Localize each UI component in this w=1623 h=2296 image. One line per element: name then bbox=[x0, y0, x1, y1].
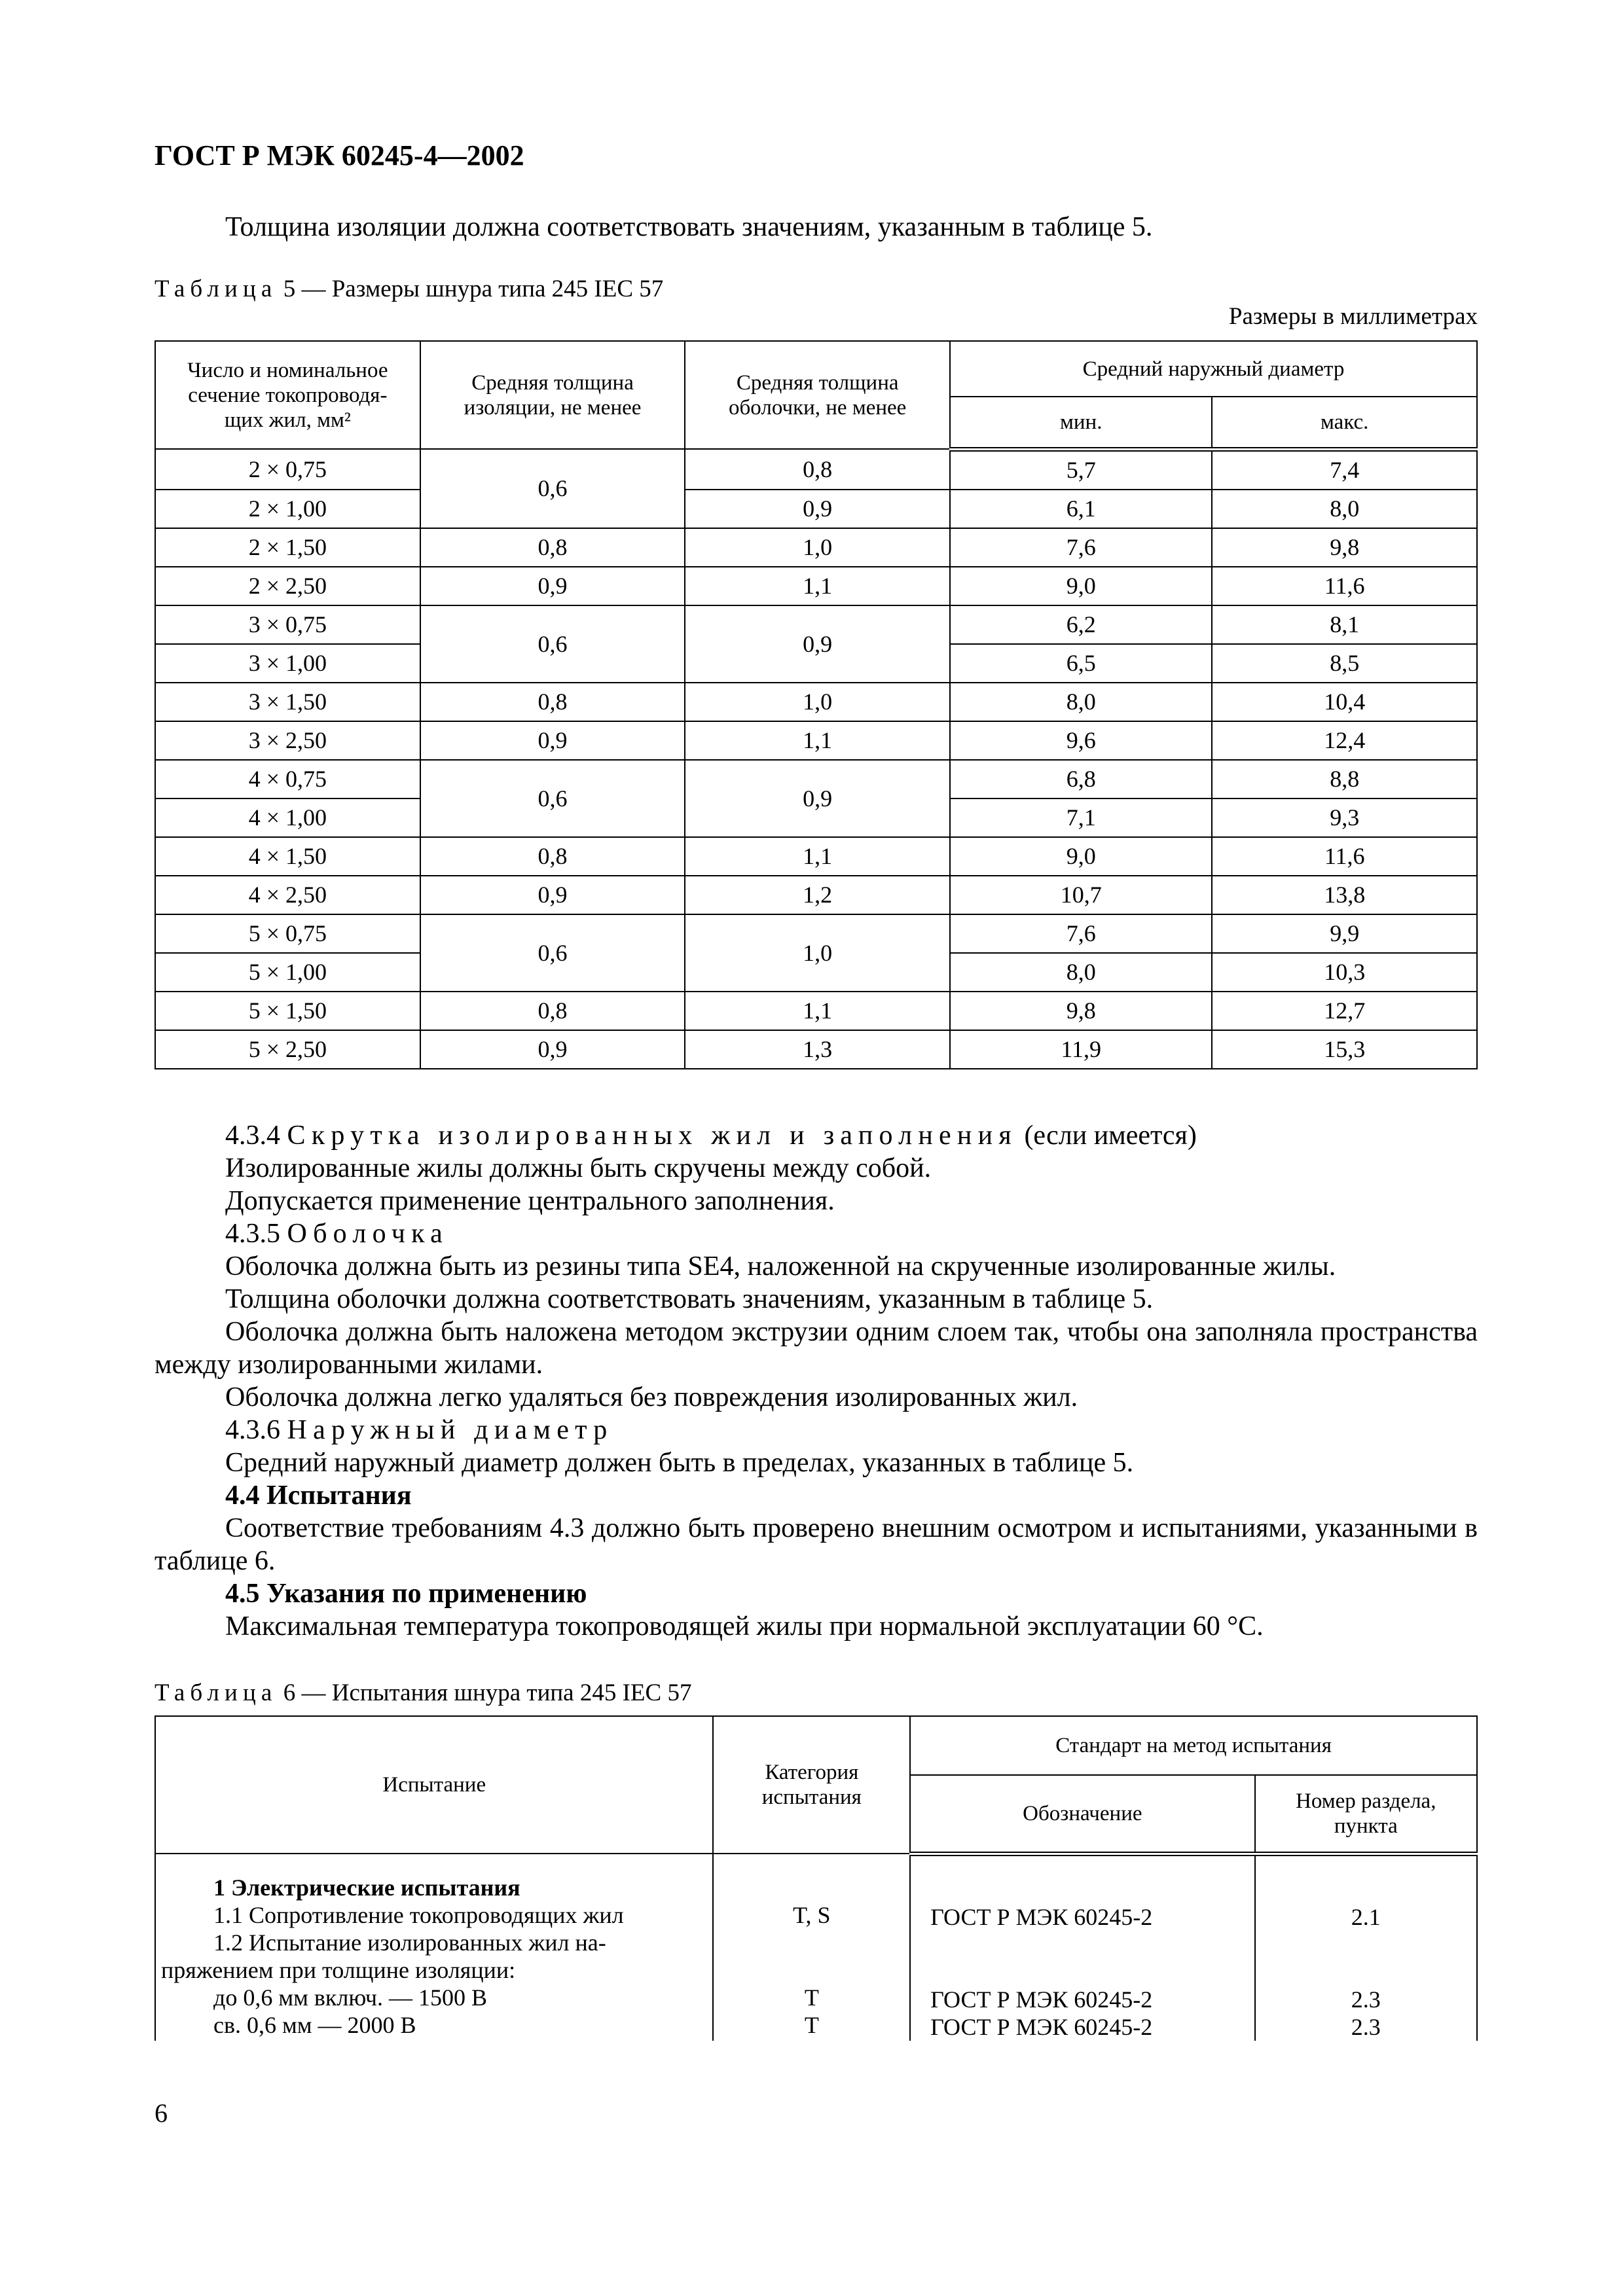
cell-insulation: 0,9 bbox=[420, 1030, 685, 1069]
cell-insulation: 0,6 bbox=[420, 449, 685, 528]
header-insulation: Средняя толщина изоляции, не менее bbox=[420, 341, 685, 449]
table6-std-cell bbox=[930, 1931, 1249, 1958]
header-min: мин. bbox=[950, 397, 1212, 449]
table5 bbox=[155, 340, 1478, 1069]
table6-std-cell bbox=[930, 1958, 1249, 1986]
cell-cores: 2 × 2,50 bbox=[155, 567, 420, 605]
cell-insulation: 0,6 bbox=[420, 760, 685, 837]
paragraph: Оболочка должна легко удаляться без повреждения изолированных жил. bbox=[225, 1382, 1078, 1412]
header-standard: Стандарт на метод испытания bbox=[910, 1716, 1477, 1775]
table6-cat-cell: T bbox=[804, 1984, 819, 2011]
table6-cat-cell bbox=[714, 1929, 909, 1956]
table5-caption bbox=[155, 275, 663, 303]
table-row bbox=[155, 837, 1477, 876]
paragraph: Допускается применение центрального заполнения. bbox=[225, 1186, 835, 1216]
cell-cores: 5 × 1,50 bbox=[155, 992, 420, 1030]
cell-diameter-min: 9,0 bbox=[950, 567, 1212, 605]
section-title: Наружный диаметр bbox=[287, 1415, 613, 1445]
cell-cores: 3 × 1,50 bbox=[155, 683, 420, 721]
header-diameter: Средний наружный диаметр bbox=[950, 341, 1477, 397]
table6-cat-cell: T bbox=[804, 2012, 819, 2038]
cell-diameter-min: 9,8 bbox=[950, 992, 1212, 1030]
cell-cores: 5 × 0,75 bbox=[155, 914, 420, 953]
cell-cores: 3 × 1,00 bbox=[155, 644, 420, 683]
table-row bbox=[155, 528, 1477, 567]
cell-sheath: 1,0 bbox=[685, 914, 950, 992]
table6-test-cell: 1.2 Испытание изолированных жил на- bbox=[213, 1929, 606, 1956]
cell-diameter-min: 6,5 bbox=[950, 644, 1212, 683]
cell-insulation: 0,9 bbox=[420, 721, 685, 760]
section-number: 4.3.5 bbox=[225, 1219, 287, 1249]
cell-sheath: 1,1 bbox=[685, 992, 950, 1030]
section-title-suffix: (если имеется) bbox=[1017, 1121, 1197, 1151]
table6-test-cell: св. 0,6 мм — 2000 В bbox=[213, 2012, 416, 2038]
cell-diameter-min: 10,7 bbox=[950, 876, 1212, 914]
cell-cores: 4 × 1,00 bbox=[155, 798, 420, 837]
table6-sec-cell: 2.3 bbox=[1351, 2013, 1381, 2040]
cell-sheath: 1,0 bbox=[685, 683, 950, 721]
table6-sec-cell: 2.1 bbox=[1351, 1903, 1381, 1930]
cell-insulation: 0,8 bbox=[420, 992, 685, 1030]
table-row bbox=[155, 914, 1477, 953]
table6-std-cell: ГОСТ Р МЭК 60245-2 bbox=[930, 1986, 1153, 2013]
table-row bbox=[155, 992, 1477, 1030]
cell-cores: 4 × 0,75 bbox=[155, 760, 420, 798]
cell-cores: 5 × 1,00 bbox=[155, 953, 420, 992]
test-column bbox=[155, 1854, 713, 2041]
intro-paragraph: Толщина изоляции должна соответствовать значениям, указанным в таблице 5. bbox=[225, 212, 1153, 242]
table5-caption-text: 5 — Размеры шнура типа 245 IEC 57 bbox=[277, 276, 664, 302]
cell-diameter-max: 10,3 bbox=[1212, 953, 1477, 992]
cell-cores: 4 × 1,50 bbox=[155, 837, 420, 876]
section-heading: 4.5 Указания по применению bbox=[225, 1579, 587, 1609]
cell-diameter-min: 9,6 bbox=[950, 721, 1212, 760]
table-row bbox=[155, 449, 1477, 490]
cell-insulation: 0,8 bbox=[420, 837, 685, 876]
table-row bbox=[155, 490, 1477, 528]
table6-cat-cell: T, S bbox=[793, 1902, 831, 1928]
cell-sheath: 1,3 bbox=[685, 1030, 950, 1069]
cell-sheath: 1,1 bbox=[685, 721, 950, 760]
section-text bbox=[155, 1119, 1478, 1643]
cell-sheath: 0,9 bbox=[685, 490, 950, 528]
paragraph: Изолированные жилы должны быть скручены между собой. bbox=[225, 1153, 932, 1183]
paragraph: Максимальная температура токопроводящей жилы при нормальной эксплуатации 60 °С. bbox=[225, 1611, 1264, 1641]
cell-diameter-min: 8,0 bbox=[950, 683, 1212, 721]
cell-diameter-min: 11,9 bbox=[950, 1030, 1212, 1069]
table-row bbox=[155, 760, 1477, 798]
cell-cores: 4 × 2,50 bbox=[155, 876, 420, 914]
header-max: макс. bbox=[1212, 397, 1477, 449]
section-title: Оболочка bbox=[287, 1219, 448, 1249]
cell-diameter-max: 9,8 bbox=[1212, 528, 1477, 567]
paragraph: Средний наружный диаметр должен быть в пределах, указанных в таблице 5. bbox=[225, 1448, 1134, 1478]
cell-diameter-max: 9,9 bbox=[1212, 914, 1477, 953]
cell-diameter-min: 7,6 bbox=[950, 528, 1212, 567]
cell-diameter-max: 15,3 bbox=[1212, 1030, 1477, 1069]
table5-caption-prefix: Таблица bbox=[155, 276, 278, 302]
section-title: Скрутка изолированных жил и заполнения bbox=[287, 1121, 1017, 1151]
cell-insulation: 0,6 bbox=[420, 914, 685, 992]
cell-diameter-min: 8,0 bbox=[950, 953, 1212, 992]
header-test: Испытание bbox=[155, 1716, 713, 1854]
cell-diameter-max: 8,8 bbox=[1212, 760, 1477, 798]
cell-insulation: 0,9 bbox=[420, 567, 685, 605]
cell-insulation: 0,9 bbox=[420, 876, 685, 914]
cell-insulation: 0,6 bbox=[420, 605, 685, 683]
paragraph: Толщина оболочки должна соответствовать значениям, указанным в таблице 5. bbox=[225, 1284, 1154, 1314]
cell-diameter-max: 10,4 bbox=[1212, 683, 1477, 721]
paragraph: Оболочка должна быть из резины типа SE4, наложенной на скрученные изолированные жилы. bbox=[225, 1251, 1336, 1282]
table6-sec-cell bbox=[1256, 1958, 1476, 1986]
header-category: Категория испытания bbox=[713, 1716, 910, 1854]
table6-caption bbox=[155, 1679, 691, 1707]
cell-diameter-max: 13,8 bbox=[1212, 876, 1477, 914]
table5-units: Размеры в миллиметрах bbox=[1228, 303, 1478, 330]
table-row bbox=[155, 683, 1477, 721]
designation-column bbox=[910, 1854, 1254, 2041]
paragraph: Соответствие требованиям 4.3 должно быть проверено внешним осмотром и испытаниями, указанными в таблице 6. bbox=[155, 1513, 1478, 1576]
cell-diameter-min: 9,0 bbox=[950, 837, 1212, 876]
cell-diameter-min: 6,1 bbox=[950, 490, 1212, 528]
cell-diameter-max: 7,4 bbox=[1212, 449, 1477, 490]
table6-sec-cell: 2.3 bbox=[1351, 1986, 1381, 2013]
table-row bbox=[155, 567, 1477, 605]
cell-diameter-max: 9,3 bbox=[1212, 798, 1477, 837]
table5-body bbox=[155, 449, 1477, 1069]
section-column bbox=[1255, 1854, 1477, 2041]
table6-caption-prefix: Таблица bbox=[155, 1679, 278, 1706]
paragraph: Оболочка должна быть наложена методом экструзии одним слоем так, чтобы она заполняла пространства между изолированными жилами. bbox=[155, 1317, 1478, 1380]
table6-sec-cell bbox=[1256, 1931, 1476, 1958]
cell-insulation: 0,8 bbox=[420, 528, 685, 567]
cell-diameter-min: 7,1 bbox=[950, 798, 1212, 837]
section-number: 4.3.4 bbox=[225, 1121, 287, 1151]
table-row bbox=[155, 605, 1477, 644]
cell-sheath: 0,9 bbox=[685, 760, 950, 837]
cell-diameter-max: 11,6 bbox=[1212, 567, 1477, 605]
cell-cores: 3 × 2,50 bbox=[155, 721, 420, 760]
cell-cores: 2 × 0,75 bbox=[155, 449, 420, 490]
cell-diameter-min: 6,2 bbox=[950, 605, 1212, 644]
cell-diameter-max: 8,1 bbox=[1212, 605, 1477, 644]
table6 bbox=[155, 1715, 1478, 2041]
cell-diameter-max: 12,4 bbox=[1212, 721, 1477, 760]
cell-cores: 2 × 1,50 bbox=[155, 528, 420, 567]
cell-diameter-min: 5,7 bbox=[950, 449, 1212, 490]
table6-caption-text: 6 — Испытания шнура типа 245 IEC 57 bbox=[277, 1679, 692, 1706]
cell-sheath: 1,0 bbox=[685, 528, 950, 567]
cell-diameter-min: 6,8 bbox=[950, 760, 1212, 798]
header-cores: Число и номинальное сечение токопроводя-щих жил, мм² bbox=[155, 341, 420, 449]
test-section-title: 1 Электрические испытания bbox=[213, 1874, 520, 1901]
table6-std-cell: ГОСТ Р МЭК 60245-2 bbox=[930, 2013, 1153, 2040]
header-section: Номер раздела, пункта bbox=[1255, 1775, 1477, 1854]
cell-sheath: 1,2 bbox=[685, 876, 950, 914]
cell-insulation: 0,8 bbox=[420, 683, 685, 721]
cell-sheath: 1,1 bbox=[685, 567, 950, 605]
cell-cores: 2 × 1,00 bbox=[155, 490, 420, 528]
table-row bbox=[155, 721, 1477, 760]
section-number: 4.3.6 bbox=[225, 1415, 287, 1445]
section-heading: 4.4 Испытания bbox=[225, 1480, 412, 1511]
page-number: 6 bbox=[155, 2098, 168, 2128]
document-header: ГОСТ Р МЭК 60245-4—2002 bbox=[155, 139, 524, 171]
cell-sheath: 0,9 bbox=[685, 605, 950, 683]
table6-test-cell: 1.1 Сопротивление токопроводящих жил bbox=[213, 1902, 624, 1928]
cell-diameter-min: 7,6 bbox=[950, 914, 1212, 953]
category-column bbox=[713, 1854, 910, 2041]
table6-std-cell: ГОСТ Р МЭК 60245-2 bbox=[930, 1903, 1153, 1930]
cell-cores: 5 × 2,50 bbox=[155, 1030, 420, 1069]
cell-cores: 3 × 0,75 bbox=[155, 605, 420, 644]
table6-test-cell: пряжением при толщине изоляции: bbox=[161, 1957, 516, 1983]
cell-sheath: 1,1 bbox=[685, 837, 950, 876]
cell-diameter-max: 8,5 bbox=[1212, 644, 1477, 683]
header-sheath: Средняя толщина оболочки, не менее bbox=[685, 341, 950, 449]
cell-sheath: 0,8 bbox=[685, 449, 950, 490]
cell-diameter-max: 8,0 bbox=[1212, 490, 1477, 528]
table6-test-cell: до 0,6 мм включ. — 1500 В bbox=[213, 1984, 487, 2011]
cell-diameter-max: 12,7 bbox=[1212, 992, 1477, 1030]
header-designation: Обозначение bbox=[910, 1775, 1254, 1854]
table-row bbox=[155, 876, 1477, 914]
cell-diameter-max: 11,6 bbox=[1212, 837, 1477, 876]
table6-cat-cell bbox=[714, 1956, 909, 1984]
table-row bbox=[155, 1030, 1477, 1069]
